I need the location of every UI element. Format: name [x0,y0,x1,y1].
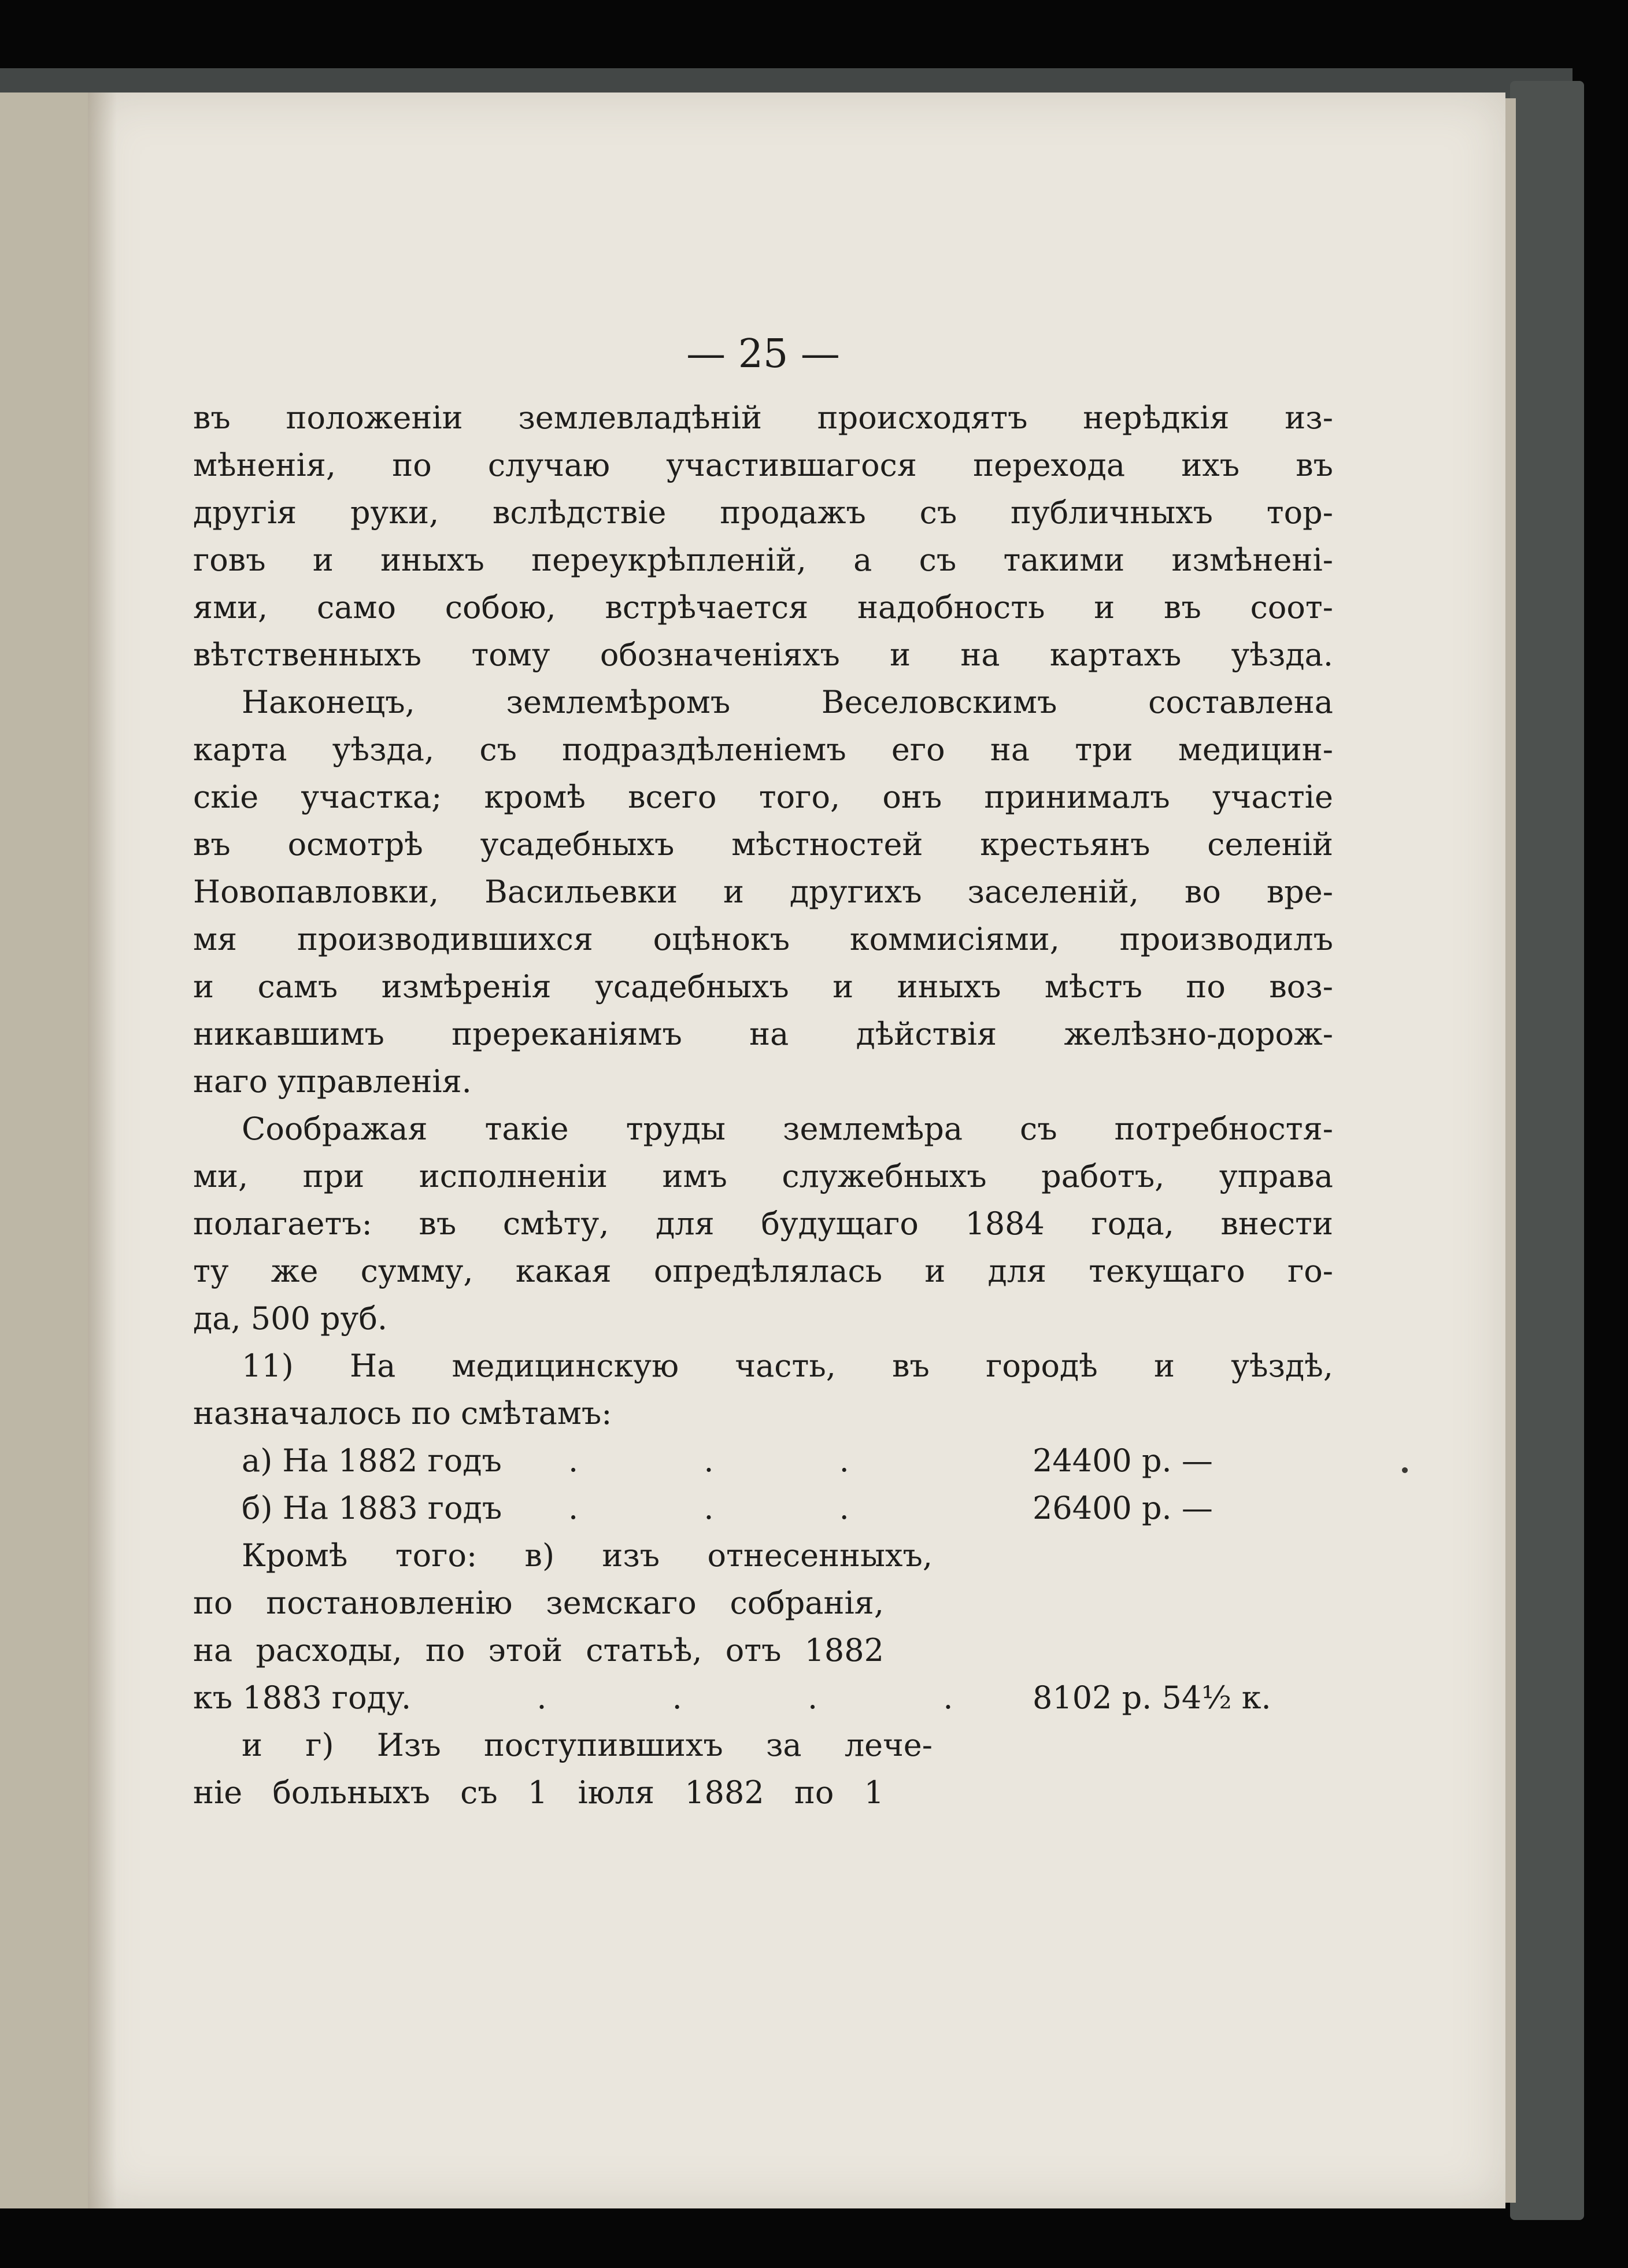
text-line: 11) На медицинскую часть, въ городѣ и уѣздѣ, [242,1348,1333,1384]
book-page [88,93,1505,2208]
left-page-edge [0,93,95,2208]
budget-row-1883 [193,1485,1333,1532]
text-line: на расходы, по этой статьѣ, отъ 1882 [193,1632,884,1668]
budget-row-label: б) На 1883 годъ [242,1490,502,1526]
paragraph-3 [193,1105,1333,1342]
text-line: въ осмотрѣ усадебныхъ мѣстностей крестьянъ селеній [193,826,1333,863]
text-line: вѣтственныхъ тому обозначеніяхъ и на картахъ уѣзда. [193,637,1333,673]
text-line: Соображая такіе труды землемѣра съ потребностя- [242,1111,1333,1147]
paragraph-4 [193,1342,1333,1437]
text-line: мя производившихся оцѣнокъ коммисіями, производилъ [193,921,1333,957]
paragraph-1 [193,394,1333,679]
text-line: ми, при исполненіи имъ служебныхъ работъ, управа [193,1158,1333,1194]
cover-board-right [1510,81,1584,2220]
text-line: скіе участка; кромѣ всего того, онъ принималъ участіе [193,779,1333,815]
budget-row-1882 [193,1437,1333,1485]
text-line: никавшимъ пререканіямъ на дѣйствія желѣзно-дорож- [193,1016,1333,1052]
text-line: по постановленію земскаго собранія, [193,1585,884,1621]
paragraph-6 [193,1722,1333,1816]
carryover-amount: 8102 р. 54½ к. [1033,1679,1271,1716]
carryover-label: къ 1883 году [193,1679,405,1716]
text-line: назначалось по смѣтамъ: [193,1395,612,1431]
text-line: другія руки, вслѣдствіе продажъ съ публичныхъ тор- [193,494,1333,531]
page-text [193,328,1333,1816]
text-line: Кромѣ того: в) изъ отнесенныхъ, [242,1537,933,1574]
text-line: полагаетъ: въ смѣту, для будущаго 1884 года, внести [193,1205,1333,1242]
leader-dots: . . . . . [401,1679,1011,1716]
text-line: да, 500 руб. [193,1300,388,1337]
text-line: Наконецъ, землемѣромъ Веселовскимъ составлена [242,684,1333,720]
budget-row-amount: 26400 р. — [1033,1490,1213,1526]
budget-table [193,1437,1333,1532]
leader-dots: . . . [568,1442,907,1479]
text-line: мѣненія, по случаю участившагося перехода ихъ въ [193,447,1333,483]
paper-speck [1402,1467,1408,1473]
text-line: ту же сумму, какая опредѣлялась и для текущаго го- [193,1253,1333,1289]
text-line: и г) Изъ поступившихъ за лече- [242,1727,933,1763]
budget-row-amount: 24400 р. — [1033,1442,1213,1479]
text-line: говъ и иныхъ переукрѣпленій, а съ такими измѣнені- [193,542,1333,578]
budget-row-label: а) На 1882 годъ [242,1442,502,1479]
text-line: Новопавловки, Васильевки и другихъ заселеній, во вре- [193,874,1333,910]
page-gutter-shadow [88,93,117,2208]
text-line: карта уѣзда, съ подраздѣленіемъ его на три медицин- [193,731,1333,768]
text-line: ніе больныхъ съ 1 іюля 1882 по 1 [193,1774,884,1811]
text-line: въ положеніи землевладѣній происходятъ нерѣдкія из- [193,399,1333,436]
page-number: — 25 — [686,331,840,377]
leader-dots: . . . [568,1490,907,1526]
carryover-row [193,1674,1333,1722]
paragraph-5 [193,1532,1333,1722]
paragraph-2 [193,679,1333,1105]
text-line: наго управленія. [193,1063,472,1100]
text-line: ями, само собою, встрѣчается надобность и въ соот- [193,589,1333,626]
text-line: и самъ измѣренія усадебныхъ и иныхъ мѣстъ по воз- [193,968,1333,1005]
